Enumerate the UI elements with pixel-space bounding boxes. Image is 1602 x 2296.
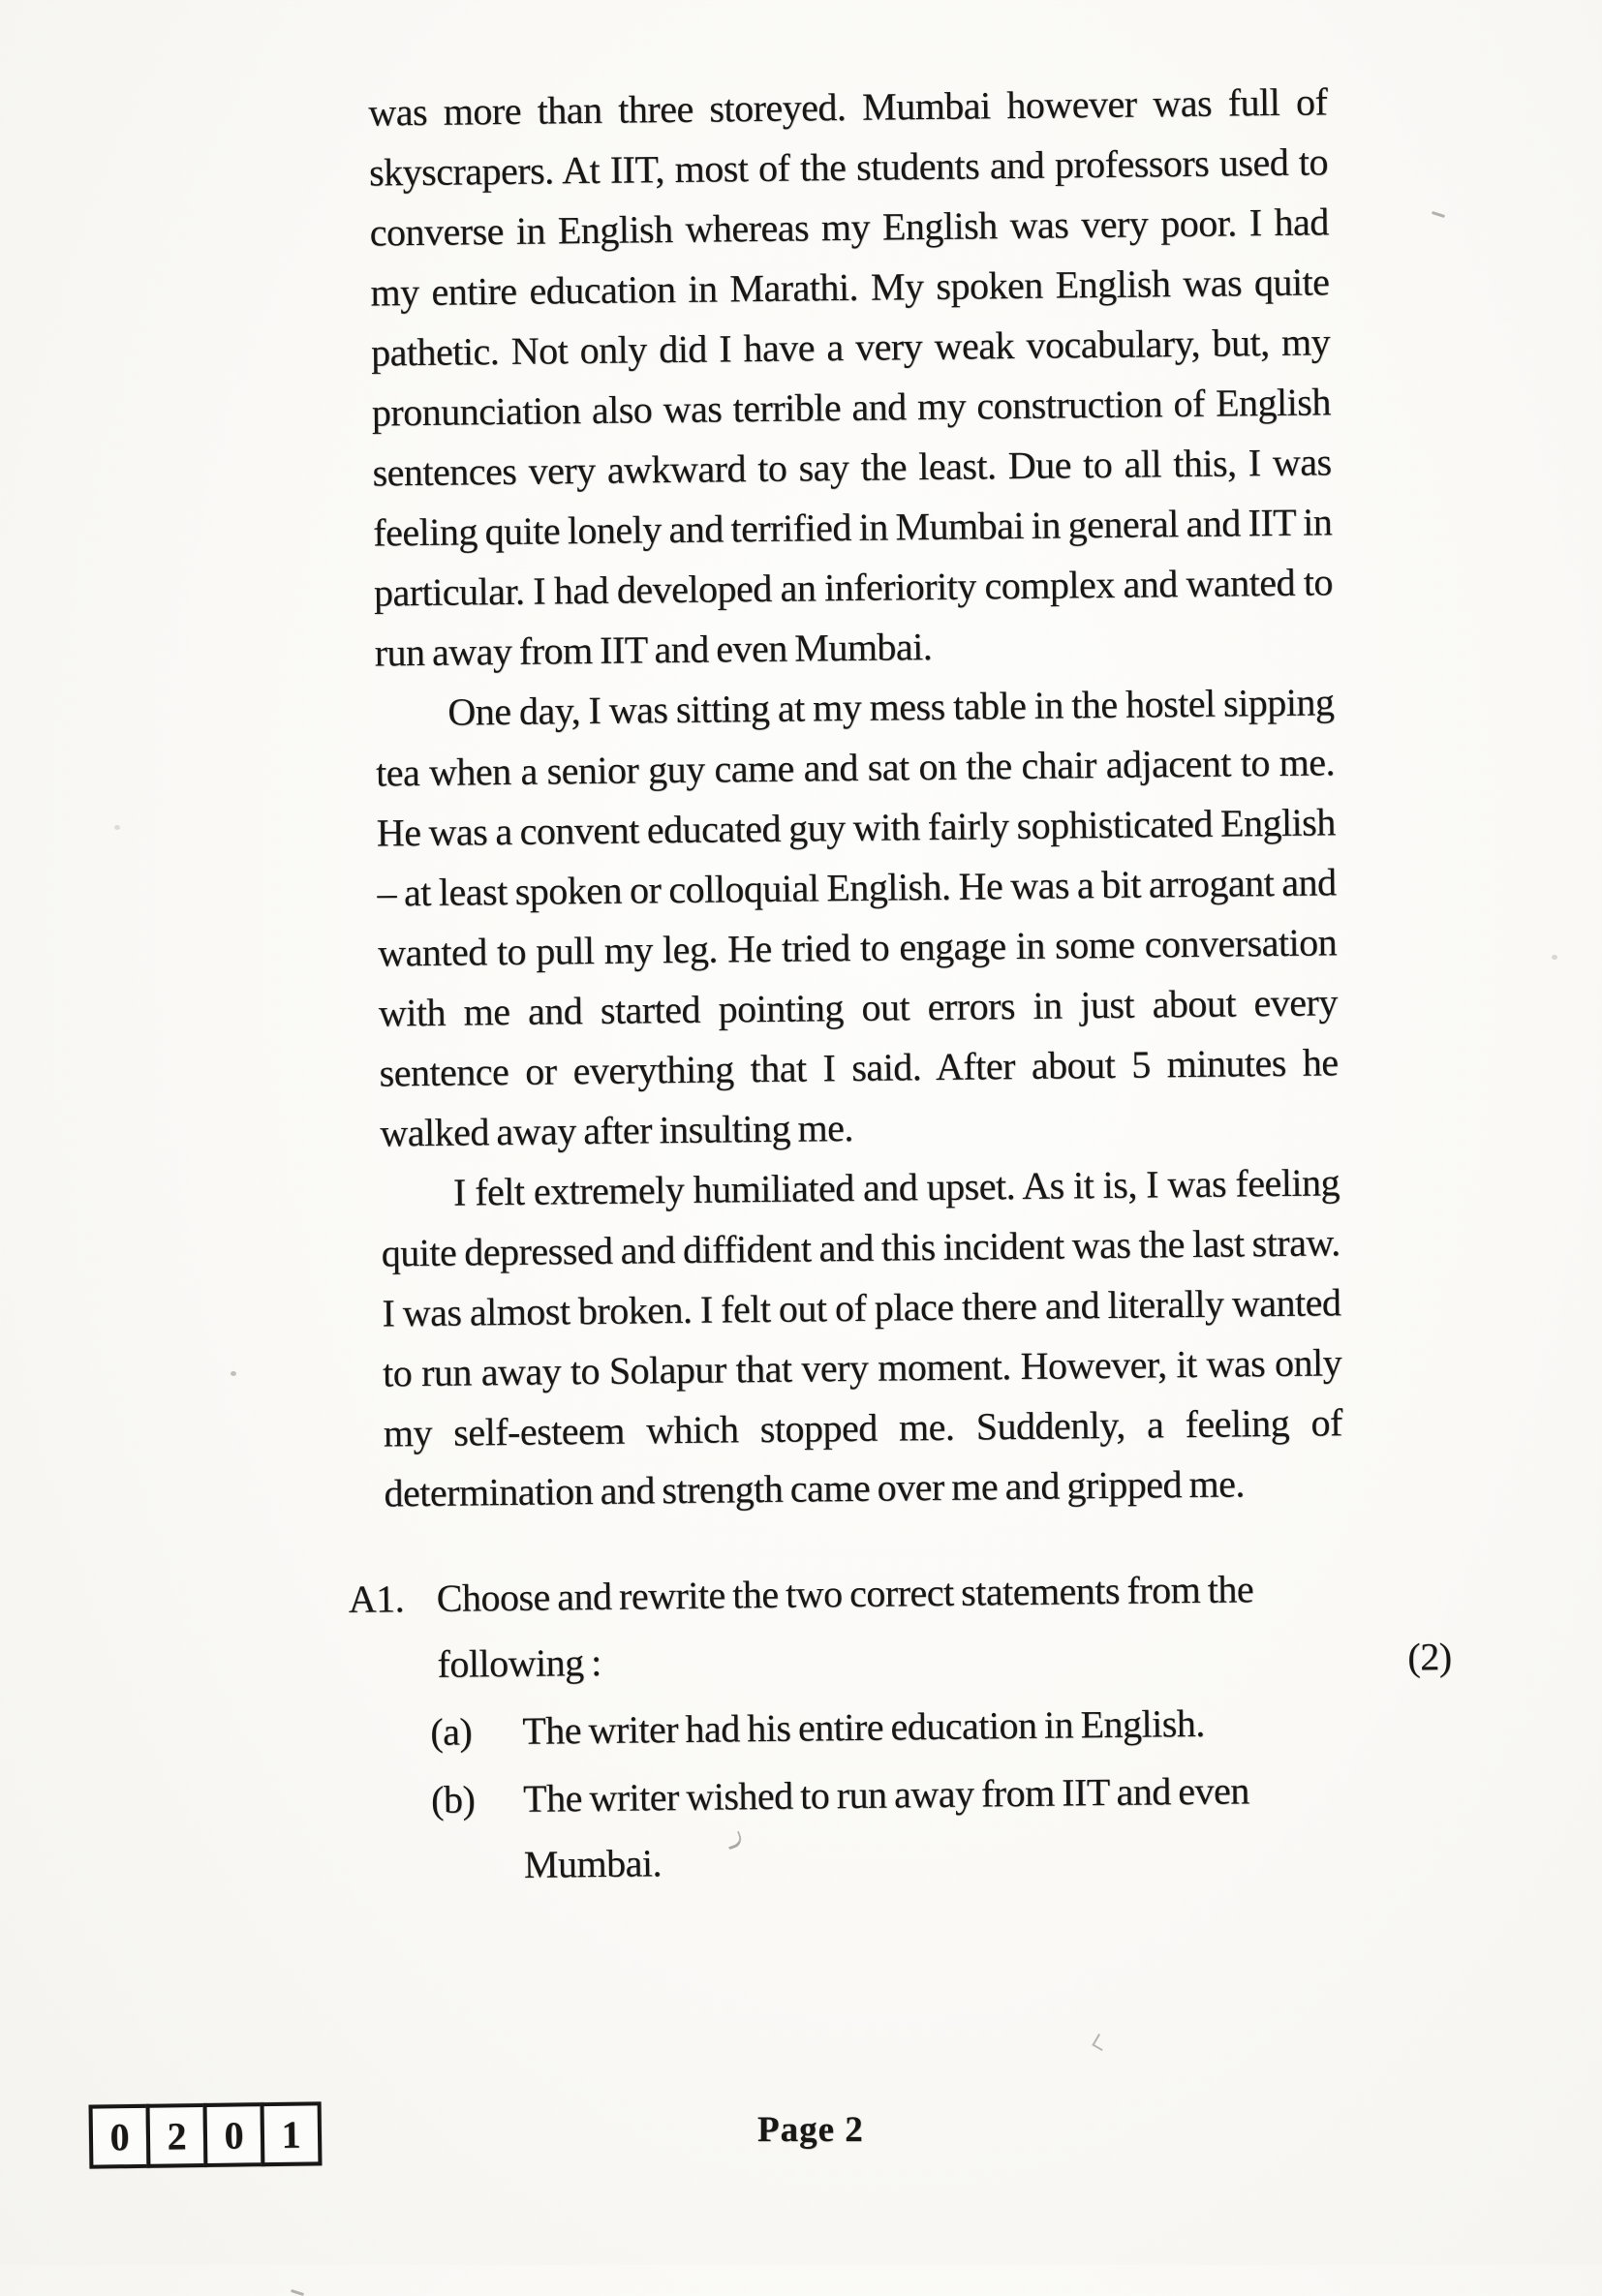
question-prompt: Choose and rewrite the two correct statements from the following : xyxy=(436,1567,1254,1686)
question-paper-code-box xyxy=(89,2101,323,2168)
option-a-row xyxy=(350,1688,1455,1766)
scan-speckle xyxy=(1552,955,1557,960)
passage-text xyxy=(331,71,1452,1524)
scan-speckle xyxy=(114,825,120,830)
code-digit-cell: 1 xyxy=(261,2101,323,2166)
option-b-row xyxy=(351,1756,1456,1900)
scan-speckle xyxy=(231,1371,236,1376)
question-number: A1. xyxy=(348,1577,405,1621)
option-a-label: (a) xyxy=(430,1709,473,1754)
passage-and-question xyxy=(331,71,1456,1900)
code-digit-cell: 2 xyxy=(146,2103,208,2168)
question-a1 xyxy=(348,1554,1456,1900)
question-marks: (2) xyxy=(1407,1634,1452,1679)
scan-speckle xyxy=(291,2289,304,2296)
passage-paragraph-3: I felt extremely humiliated and upset. As it is, I was feeling quite depressed and diffident and this incident was the last straw. I was almost broken. I felt out of place there and literally wanted to run away to Solapur that very moment. However, it was only my self-esteem which stopped me. Suddenly, a feeling of determination and strength came over me and gripped me. xyxy=(381,1160,1343,1515)
passage-paragraph-2: One day, I was sitting at my mess table in the hostel sipping tea when a senior guy came and sat on the chair adjacent to me. He was a convent educated guy with fairly sophisticated English – at least spoken or colloquial English. He was a bit arrogant and wanted to pull my leg. He tried to engage in some conversation with me and started pointing out errors in just about every sentence or everything that I said. After about 5 minutes he walked away after insulting me. xyxy=(375,680,1339,1155)
option-b-text: The writer wished to run away from IIT and even Mumbai. xyxy=(522,1768,1250,1886)
passage-paragraph-1: was more than three storeyed. Mumbai however was full of skyscrapers. At IIT, most of the students and professors used to converse in English whereas my English was very poor. I had my entire education in Marathi. My spoken English was quite pathetic. Not only did I have a very weak vocabulary, but, my pronunciation also was terrible and my construction of English sentences very awkward to say the least. Due to all this, I was feeling quite lonely and terrified in Mumbai in general and IIT in particular. I had developed an inferiority complex and wanted to run away from IIT and even Mumbai. xyxy=(368,79,1334,675)
option-b-label: (b) xyxy=(430,1777,476,1821)
scan-speckle xyxy=(1092,2034,1108,2051)
code-digit-cell: 0 xyxy=(89,2104,151,2169)
code-digit-cell: 0 xyxy=(203,2102,265,2167)
page-number-label: Page 2 xyxy=(757,2110,864,2150)
option-a-text: The writer had his entire education in English. xyxy=(522,1700,1206,1753)
